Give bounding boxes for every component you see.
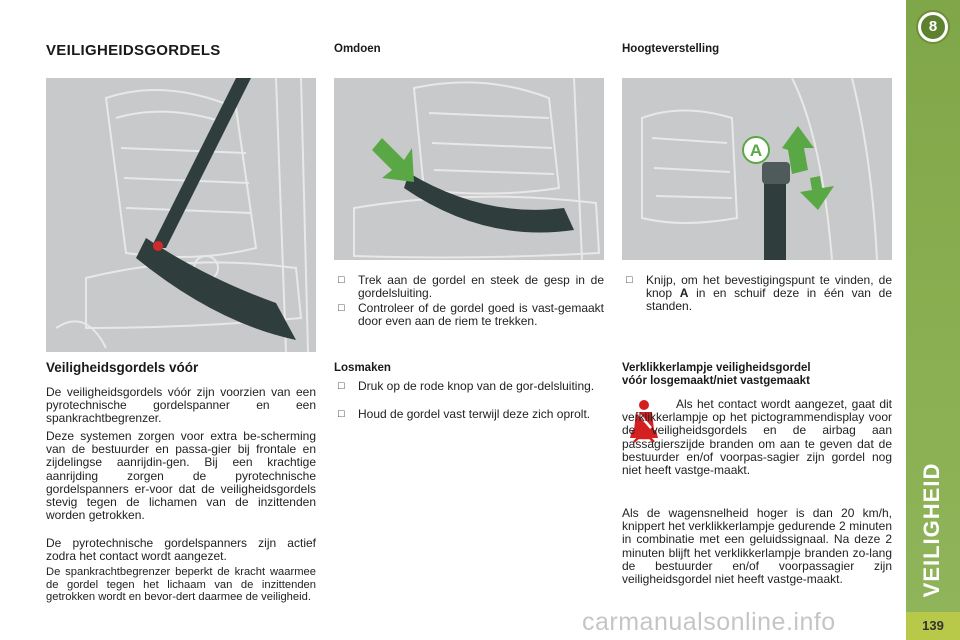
losmaken-step-1-text: Druk op de rode knop van de gor-delsluiting. [358, 379, 595, 393]
square-bullet-icon: □ [626, 274, 633, 286]
left-paragraph-1: De veiligheidsgordels vóór zijn voorzien van een pyrotechnische gordelspanner en een spankrachtbegrenzer. [46, 385, 316, 426]
section-header-omdoen: Omdoen [334, 43, 381, 55]
right-paragraph-2: Als de wagensnelheid hoger is dan 20 km/h, knippert het verklikkerlampje gedurende 2 minuten in combinatie met een geluidssignaal. Na deze 2 minuten blijft het verklikkerlampje branden zo-lang de bestuurder en/of voorpassagier zijn veiligheidsgordel niet heeft vastge-maakt. [622, 506, 892, 587]
subhead-losmaken: Losmaken [334, 362, 391, 374]
omdoen-step-1-text: Trek aan de gordel en steek de gesp in de gordelsluiting. [358, 273, 604, 301]
subhead-front-seatbelts: Veiligheidsgordels vóór [46, 360, 199, 375]
left-paragraph-3: De pyrotechnische gordelspanners zijn actief zodra het contact wordt aangezet. [46, 536, 316, 564]
height-adjust-button-label: A [679, 286, 689, 301]
square-bullet-icon: □ [338, 408, 345, 420]
chapter-badge [916, 10, 950, 44]
front-seatbelt-illustration [46, 78, 316, 352]
subhead-warning-lamp-line1: Verklikkerlampje veiligheidsgordel [622, 362, 811, 374]
left-paragraph-2: Deze systemen zorgen voor extra be-scherming van de bestuurder en passa-gier bij frontale en zijdelingse aanrijdin-gen. Bij een krachtige aanrijding zorgen de pyrotechnische gordelspanners er-voor dat de veiligheidsgordels stevig tegen de lichamen van de inzittenden worden getrokken. [46, 429, 316, 523]
omdoen-step-2 [334, 302, 604, 328]
callout-a-label: A [749, 141, 763, 160]
page-title: VEILIGHEIDSGORDELS [46, 42, 221, 59]
square-bullet-icon: □ [338, 274, 345, 286]
omdoen-step-2-text: Controleer of de gordel goed is vast-gemaakt door even aan de riem te trekken. [358, 301, 604, 329]
height-adjust-step [622, 274, 892, 314]
chapter-title: VEILIGHEID [919, 462, 944, 598]
chapter-number: 8 [921, 15, 945, 39]
square-bullet-icon: □ [338, 380, 345, 392]
losmaken-step-2 [334, 408, 604, 421]
height-adjust-text-post: in en schuif deze in één van de standen. [646, 286, 892, 314]
losmaken-step-2-text: Houd de gordel vast terwijl deze zich oprolt. [358, 407, 591, 421]
page-number: 139 [906, 612, 960, 640]
subhead-warning-lamp-line2: vóór losgemaakt/niet vastgemaakt [622, 375, 810, 387]
chapter-title-vertical [912, 460, 952, 600]
height-adjustment-illustration [622, 78, 892, 260]
subhead-warning-lamp [622, 362, 811, 388]
losmaken-step-1 [334, 380, 604, 393]
fastening-illustration [334, 78, 604, 260]
left-paragraph-4: De spankrachtbegrenzer beperkt de kracht waarmee de gordel tegen het lichaam van de inzittenden getrokken wordt en bevor-dert daarmee de veiligheid. [46, 566, 316, 603]
height-adjust-text-pre: Knijp, om het bevestigingspunt te vinden, de knop [646, 273, 892, 301]
watermark: carmanualsonline.info [582, 608, 836, 636]
right-paragraph-1: Als het contact wordt aangezet, gaat dit verklikkerlampje op het pictogrammendisplay voor de veiligheidsgordels en de airbag aan passagierszijde branden om aan te geven dat de bestuurder en/of voorpas-sagier zijn gordel nog niet heeft vastge-maakt. [622, 397, 892, 478]
section-header-hoogteverstelling: Hoogteverstelling [622, 43, 720, 55]
omdoen-step-1 [334, 274, 604, 300]
square-bullet-icon: □ [338, 302, 345, 314]
